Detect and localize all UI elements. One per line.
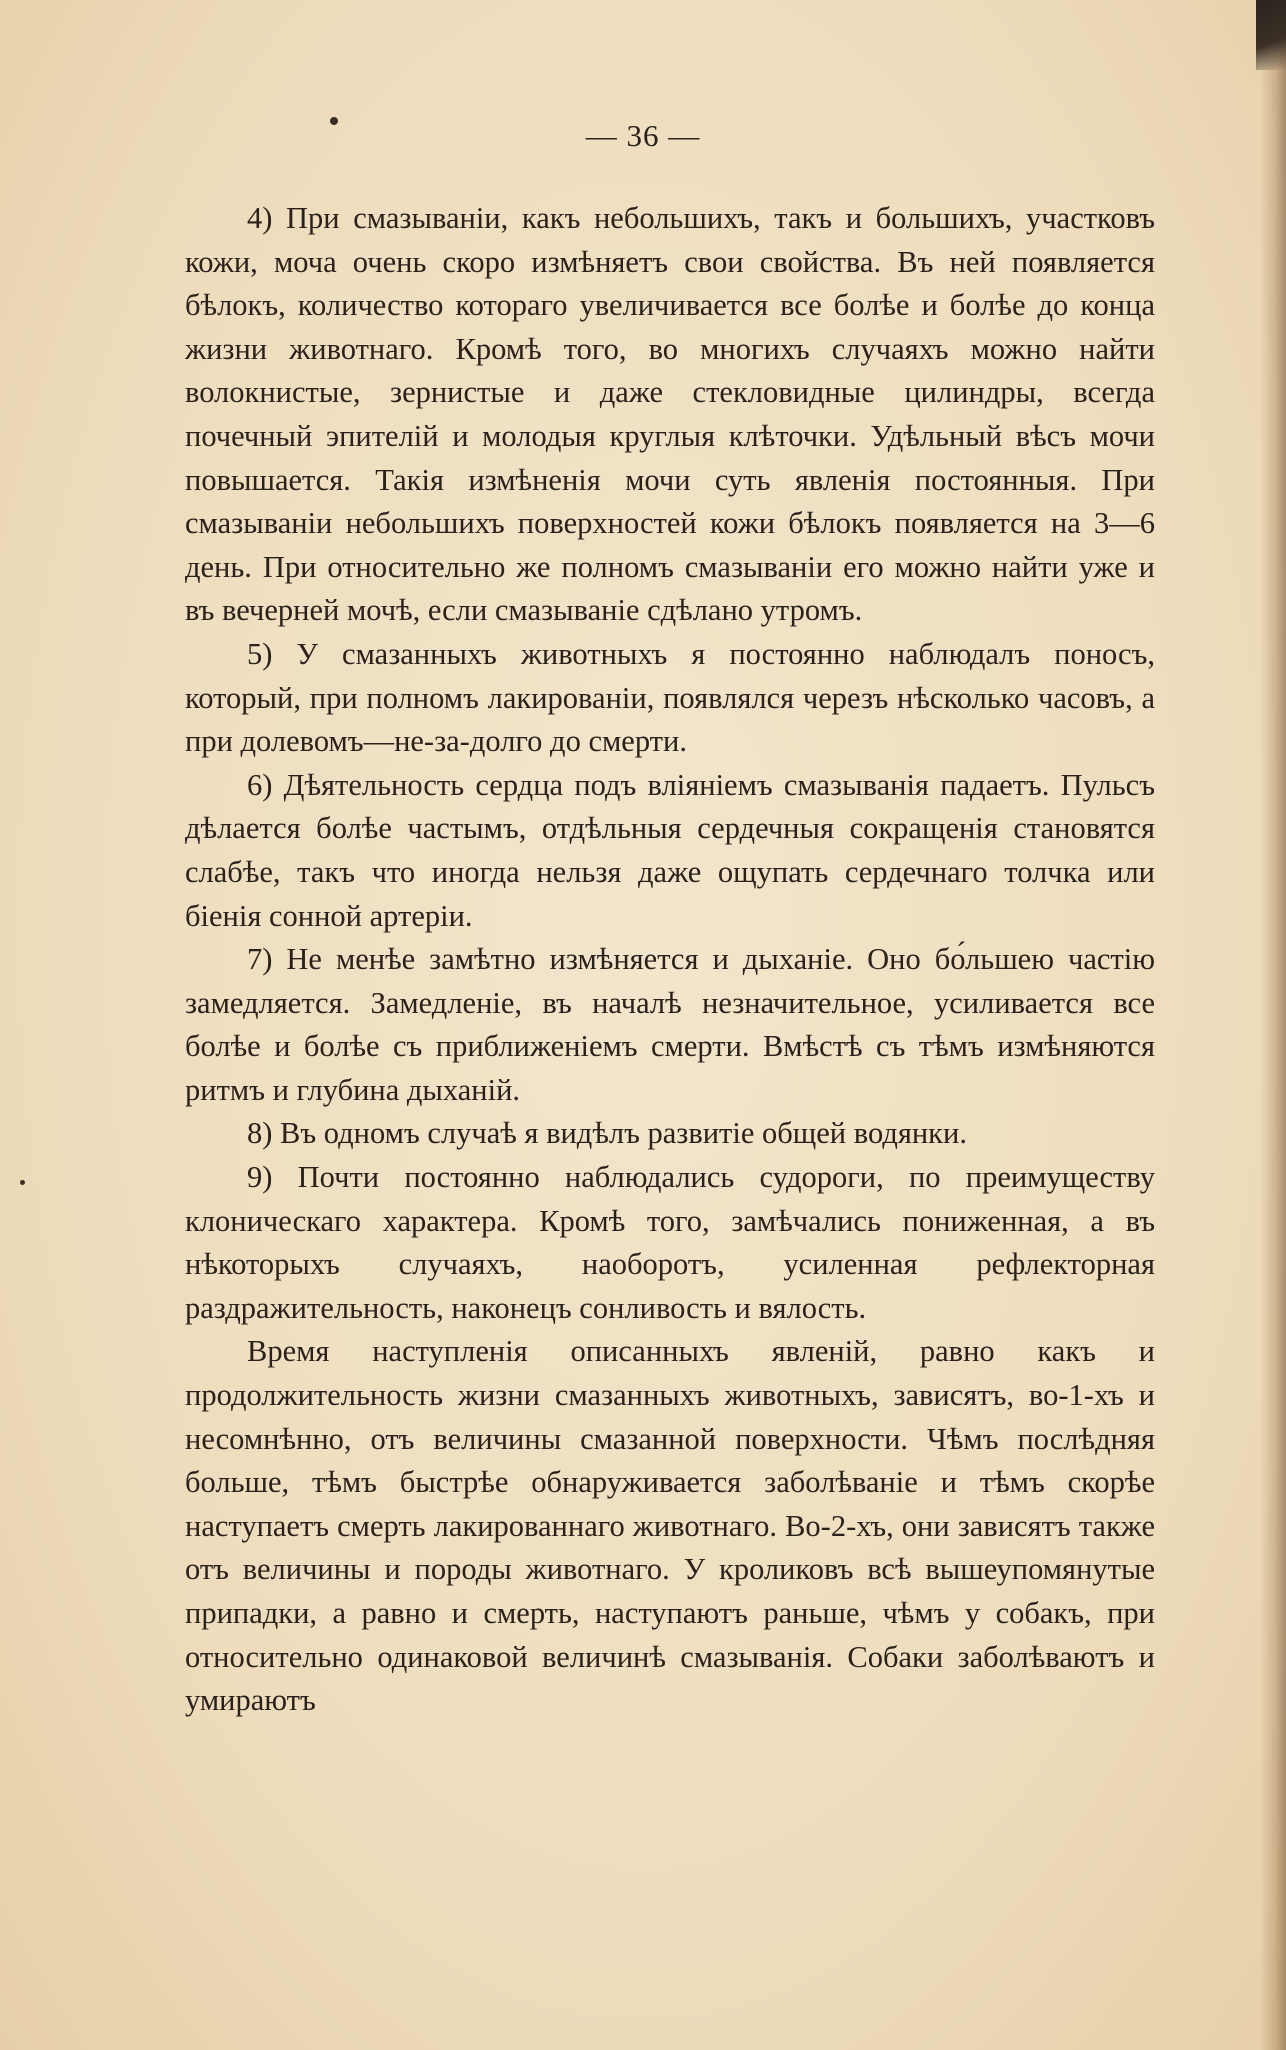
corner-binding-mark <box>1256 0 1286 70</box>
page-number: — 36 — <box>585 118 701 153</box>
page-edge-shadow <box>1260 0 1286 2050</box>
paragraph-item-9: 9) Почти постоянно наблюдались судороги, по преимуществу клоническаго характера. Кромѣ того, замѣчались пониженная, а въ нѣкоторыхъ случаяхъ, наоборотъ, усиленная рефлекторная раздражительность, наконецъ сонливость и вялость. <box>185 1160 1155 1325</box>
body-text <box>185 197 1155 1723</box>
paragraph-item-6: 6) Дѣятельность сердца подъ вліяніемъ смазыванія падаетъ. Пульсъ дѣлается болѣе частымъ, отдѣльныя сердечныя сокращенія становятся слабѣе, такъ что иногда нельзя даже ощупать сердечнаго толчка или біенія сонной артеріи. <box>185 767 1155 933</box>
paragraph-timing: Время наступленія описанныхъ явленій, равно какъ и продолжительность жизни смазанныхъ животныхъ, зависятъ, во-1-хъ и несомнѣнно, отъ величины смазанной поверхности. Чѣмъ послѣдняя больше, тѣмъ быстрѣе обнаруживается заболѣваніе и тѣмъ скорѣе наступаетъ смерть лакированнаго животнаго. Во-2-хъ, они зависятъ также отъ величины и породы животнаго. У кроликовъ всѣ вышеупомянутые припадки, а равно и смерть, наступаютъ раньше, чѣмъ у собакъ, при относительно одинаковой величинѣ смазыванія. Собаки заболѣваютъ и умираютъ <box>185 1334 1155 1718</box>
paragraph-item-5: 5) У смазанныхъ животныхъ я постоянно наблюдалъ поносъ, который, при полномъ лакированіи, появлялся черезъ нѣсколько часовъ, а при долевомъ—не-за-долго до смерти. <box>185 636 1155 759</box>
paragraph-item-8: 8) Въ одномъ случаѣ я видѣлъ развитіе общей водянки. <box>247 1116 967 1151</box>
paragraph-item-4: 4) При смазываніи, какъ небольшихъ, такъ и большихъ, участковъ кожи, моча очень скоро измѣняетъ свои свойства. Въ ней появляется бѣлокъ, количество котораго увеличивается все болѣе и болѣе до конца жизни животнаго. Кромѣ того, во многихъ случаяхъ можно найти волокнистые, зернистые и даже стекловидные цилиндры, всегда почечный эпителій и молодыя круглыя клѣточки. Удѣльный вѣсъ мочи повышается. Такія измѣненія мочи суть явленія постоянныя. При смазываніи небольшихъ поверхностей кожи бѣлокъ появляется на 3—6 день. При относительно же полномъ смазываніи его можно найти уже и въ вечерней мочѣ, если смазываніе сдѣлано утромъ. <box>185 201 1155 628</box>
paragraph-item-7: 7) Не менѣе замѣтно измѣняется и дыханіе. Оно бо́льшею частію замедляется. Замедленіе, въ началѣ незначительное, усиливается все болѣе и болѣе съ приближеніемъ смерти. Вмѣстѣ съ тѣмъ измѣняются ритмъ и глубина дыханій. <box>185 942 1155 1107</box>
ink-speck <box>20 1180 25 1185</box>
